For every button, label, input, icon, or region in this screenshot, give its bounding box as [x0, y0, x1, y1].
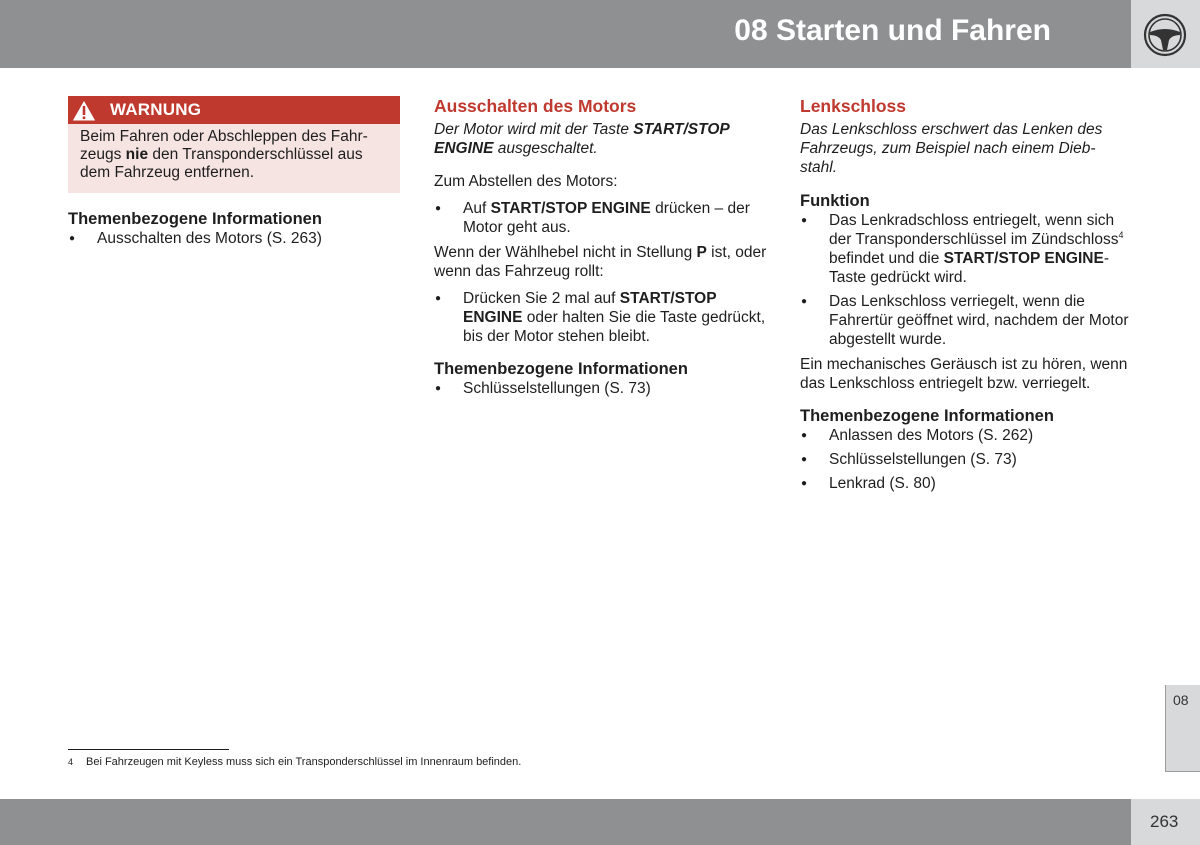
- chapter-icon-box: [1131, 0, 1200, 68]
- related-list: [434, 379, 769, 398]
- section-intro: Der Motor wird mit der Taste START/STOP ENGINE ausgeschaltet.: [434, 121, 730, 157]
- side-tab-label: 08: [1173, 692, 1189, 708]
- paragraph: Ein mechanisches Geräusch ist zu hören, wenn das Lenkschloss entriegelt bzw. verriegelt.: [800, 356, 1128, 392]
- related-list: [68, 229, 400, 248]
- bullet-item: ● Auf START/STOP ENGINE drücken – der Motor geht aus.: [434, 199, 769, 237]
- chapter-title: 08 Starten und Fahren: [734, 14, 1051, 47]
- related-link[interactable]: ● Ausschalten des Motors (S. 263): [68, 229, 400, 248]
- bullet-list: [434, 199, 769, 237]
- bullet-list: [434, 289, 769, 346]
- page-footer: [0, 799, 1131, 845]
- warning-text: Beim Fahren oder Abschleppen des Fahr- zeugs nie den Transponderschlüssel aus dem Fahrzeug entfernen.: [68, 124, 400, 193]
- footnote-ref[interactable]: 4: [1118, 229, 1124, 240]
- related-link[interactable]: ● Schlüsselstellungen (S. 73): [434, 379, 769, 398]
- section-intro: Das Lenkschloss erschwert das Lenken des Fahrzeugs, zum Beispiel nach einem Dieb- stahl.: [800, 121, 1103, 176]
- footnote-text: Bei Fahrzeugen mit Keyless muss sich ein Transponderschlüssel im Innenraum befinden.: [86, 756, 522, 768]
- related-list: [800, 426, 1130, 493]
- related-heading: Themenbezogene Informationen: [434, 360, 688, 378]
- page-header: [0, 0, 1131, 68]
- related-link[interactable]: ● Schlüsselstellungen (S. 73): [800, 450, 1130, 469]
- bullet-item: ● Das Lenkschloss verriegelt, wenn die Fahrertür geöffnet wird, nachdem der Motor abgestellt wurde.: [800, 292, 1130, 349]
- warning-triangle-icon: [70, 98, 98, 123]
- function-list: [800, 211, 1130, 349]
- emphasis-nie: nie: [125, 146, 149, 163]
- column-middle: [434, 96, 769, 398]
- related-link[interactable]: ● Lenkrad (S. 80): [800, 474, 1130, 493]
- column-right: [800, 96, 1130, 493]
- footnote: [68, 755, 521, 769]
- related-heading: Themenbezogene Informationen: [68, 210, 322, 228]
- section-title: Lenkschloss: [800, 96, 907, 116]
- function-heading: Funktion: [800, 192, 870, 210]
- related-heading: Themenbezogene Informationen: [800, 407, 1054, 425]
- column-left: [68, 96, 400, 248]
- footnote-rule: [68, 749, 229, 750]
- steering-wheel-icon: [1143, 13, 1187, 57]
- page-number: 263: [1150, 812, 1179, 831]
- warning-label: WARNUNG: [110, 100, 202, 119]
- footnote-number: 4: [68, 757, 74, 767]
- bullet-item: ● Drücken Sie 2 mal auf START/STOP ENGINE oder halten Sie die Taste gedrückt, bis der Motor stehen bleibt.: [434, 289, 769, 346]
- warning-header: [68, 96, 400, 124]
- bullet-item: ● Das Lenkradschloss entriegelt, wenn sich der Transponderschlüssel im Zündschloss$^4$ befindet und die START/STOP ENGINE-Taste gedrückt wird.: [800, 211, 1130, 287]
- section-title: Ausschalten des Motors: [434, 96, 637, 116]
- chapter-side-tab: [1165, 685, 1200, 772]
- related-link[interactable]: ● Anlassen des Motors (S. 262): [800, 426, 1130, 445]
- paragraph: Zum Abstellen des Motors:: [434, 173, 618, 190]
- paragraph: Wenn der Wählhebel nicht in Stellung P ist, oder wenn das Fahrzeug rollt:: [434, 244, 767, 280]
